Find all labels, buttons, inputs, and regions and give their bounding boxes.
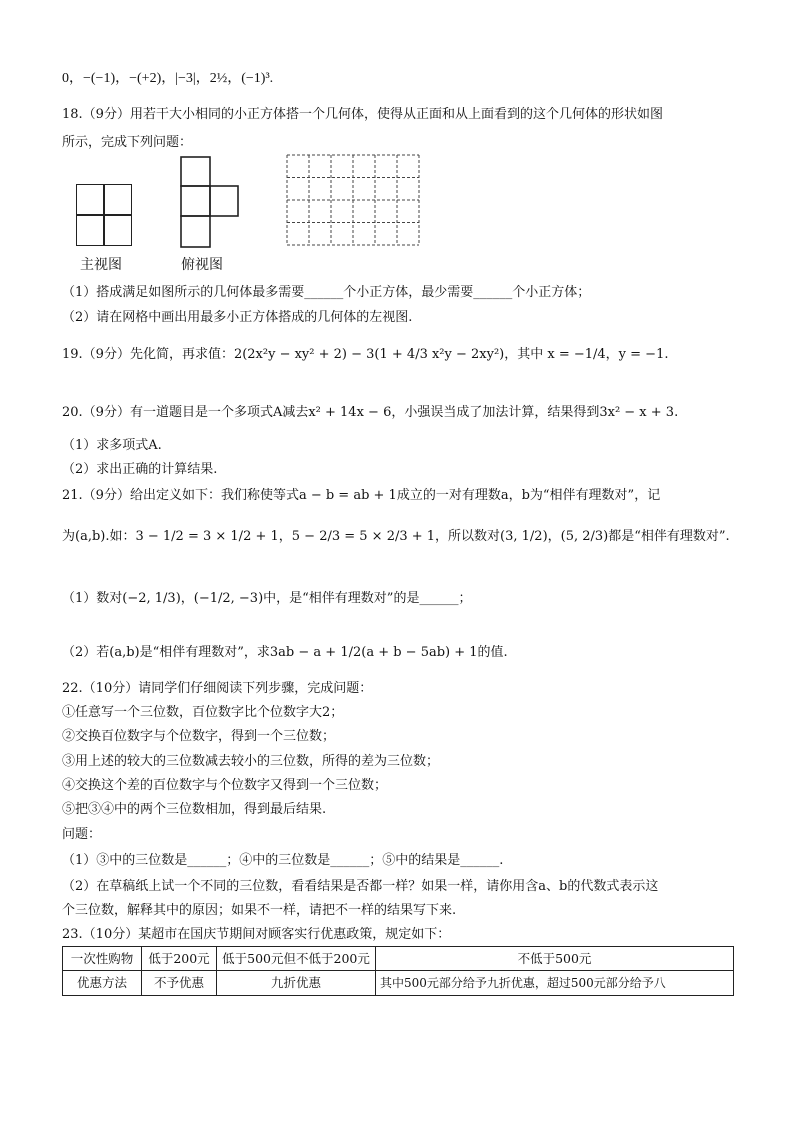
q20-part2: （2）求出正确的计算结果.: [62, 462, 218, 477]
q22-part2-cont: 个三位数，解释其中的原因；如果不一样，请把不一样的结果写下来.: [62, 903, 457, 918]
q21-part1: （1）数对(−2, 1/3)，(−1/2, −3)中，是“相伴有理数对”的是______；: [62, 591, 472, 606]
q21-text-cont: 为(a,b).如：3 − 1/2 = 3 × 1/2 + 1，5 − 2/3 = 5 × 2/3 + 1，所以数对(3, 1/2)，(5, 2/3)都是“相伴有理数对”.: [62, 529, 730, 544]
q20-part1: （1）求多项式A.: [62, 438, 162, 453]
q22-title: 22.（10分）请同学们仔细阅读下列步骤，完成问题：: [62, 681, 373, 696]
answer-grid[interactable]: [286, 154, 420, 246]
front-view-label: 主视图: [80, 257, 122, 273]
table-cell: 其中500元部分给予九折优惠，超过500元部分给予八: [376, 971, 734, 995]
table-cell: 不低于500元: [376, 947, 734, 971]
q17-tail: 0，−(−1)，−(+2)，|−3|，2½，(−1)³.: [62, 71, 274, 86]
table-cell: 一次性购物: [63, 947, 142, 971]
table-cell: 不予优惠: [142, 971, 217, 995]
table-cell: 优惠方法: [63, 971, 142, 995]
q22-step-5: ⑤把③④中的两个三位数相加，得到最后结果.: [62, 802, 327, 817]
q21-text: 21.（9分）给出定义如下：我们称使等式a − b = ab + 1成立的一对有理数a，b为“相伴有理数对”，记: [62, 488, 661, 503]
table-header-row: [63, 947, 734, 971]
top-view-figure: [180, 156, 240, 250]
q22-step-2: ②交换百位数字与个位数字，得到一个三位数；: [62, 729, 336, 744]
table-cell: 低于500元但不低于200元: [217, 947, 376, 971]
table-row: [63, 971, 734, 995]
front-view-figure: [76, 184, 132, 246]
q22-step-1: ①任意写一个三位数，百位数字比个位数字大2；: [62, 705, 344, 720]
q22-question-label: 问题：: [62, 827, 102, 842]
table-cell: 低于200元: [142, 947, 217, 971]
table-cell: 九折优惠: [217, 971, 376, 995]
q18-part1: （1）搭成满足如图所示的几何体最多需要______个小正方体，最少需要______个小正方体；: [62, 285, 591, 300]
q22-part1: （1）③中的三位数是______；④中的三位数是______；⑤中的结果是______.: [62, 853, 504, 868]
q21-part2: （2）若(a,b)是“相伴有理数对”，求3ab − a + 1/2(a + b − 5ab) + 1的值.: [62, 645, 508, 660]
q18-part2: （2）请在网格中画出用最多小正方体搭成的几何体的左视图.: [62, 310, 413, 325]
q22-step-4: ④交换这个差的百位数字与个位数字又得到一个三位数；: [62, 778, 388, 793]
q22-part2: （2）在草稿纸上试一个不同的三位数，看看结果是否都一样？如果一样，请你用含a、b的代数式表示这: [62, 879, 659, 894]
q23-title: 23.（10分）某超市在国庆节期间对顾客实行优惠政策，规定如下：: [62, 927, 451, 942]
q18-title-cont: 所示，完成下列问题：: [62, 135, 193, 150]
q22-step-3: ③用上述的较大的三位数减去较小的三位数，所得的差为三位数；: [62, 754, 440, 769]
top-view-label: 俯视图: [181, 257, 223, 273]
q20-text: 20.（9分）有一道题目是一个多项式A减去x² + 14x − 6，小强误当成了加法计算，结果得到3x² − x + 3.: [62, 405, 679, 420]
q19-text: 19.（9分）先化简，再求值：2(2x²y − xy² + 2) − 3(1 + 4/3 x²y − 2xy²)，其中 x = −1/4，y = −1.: [62, 347, 669, 362]
q18-title: 18.（9分）用若干大小相同的小正方体搭一个几何体，使得从正面和从上面看到的这个几何体的形状如图: [62, 107, 663, 122]
discount-policy-table: [62, 946, 734, 996]
